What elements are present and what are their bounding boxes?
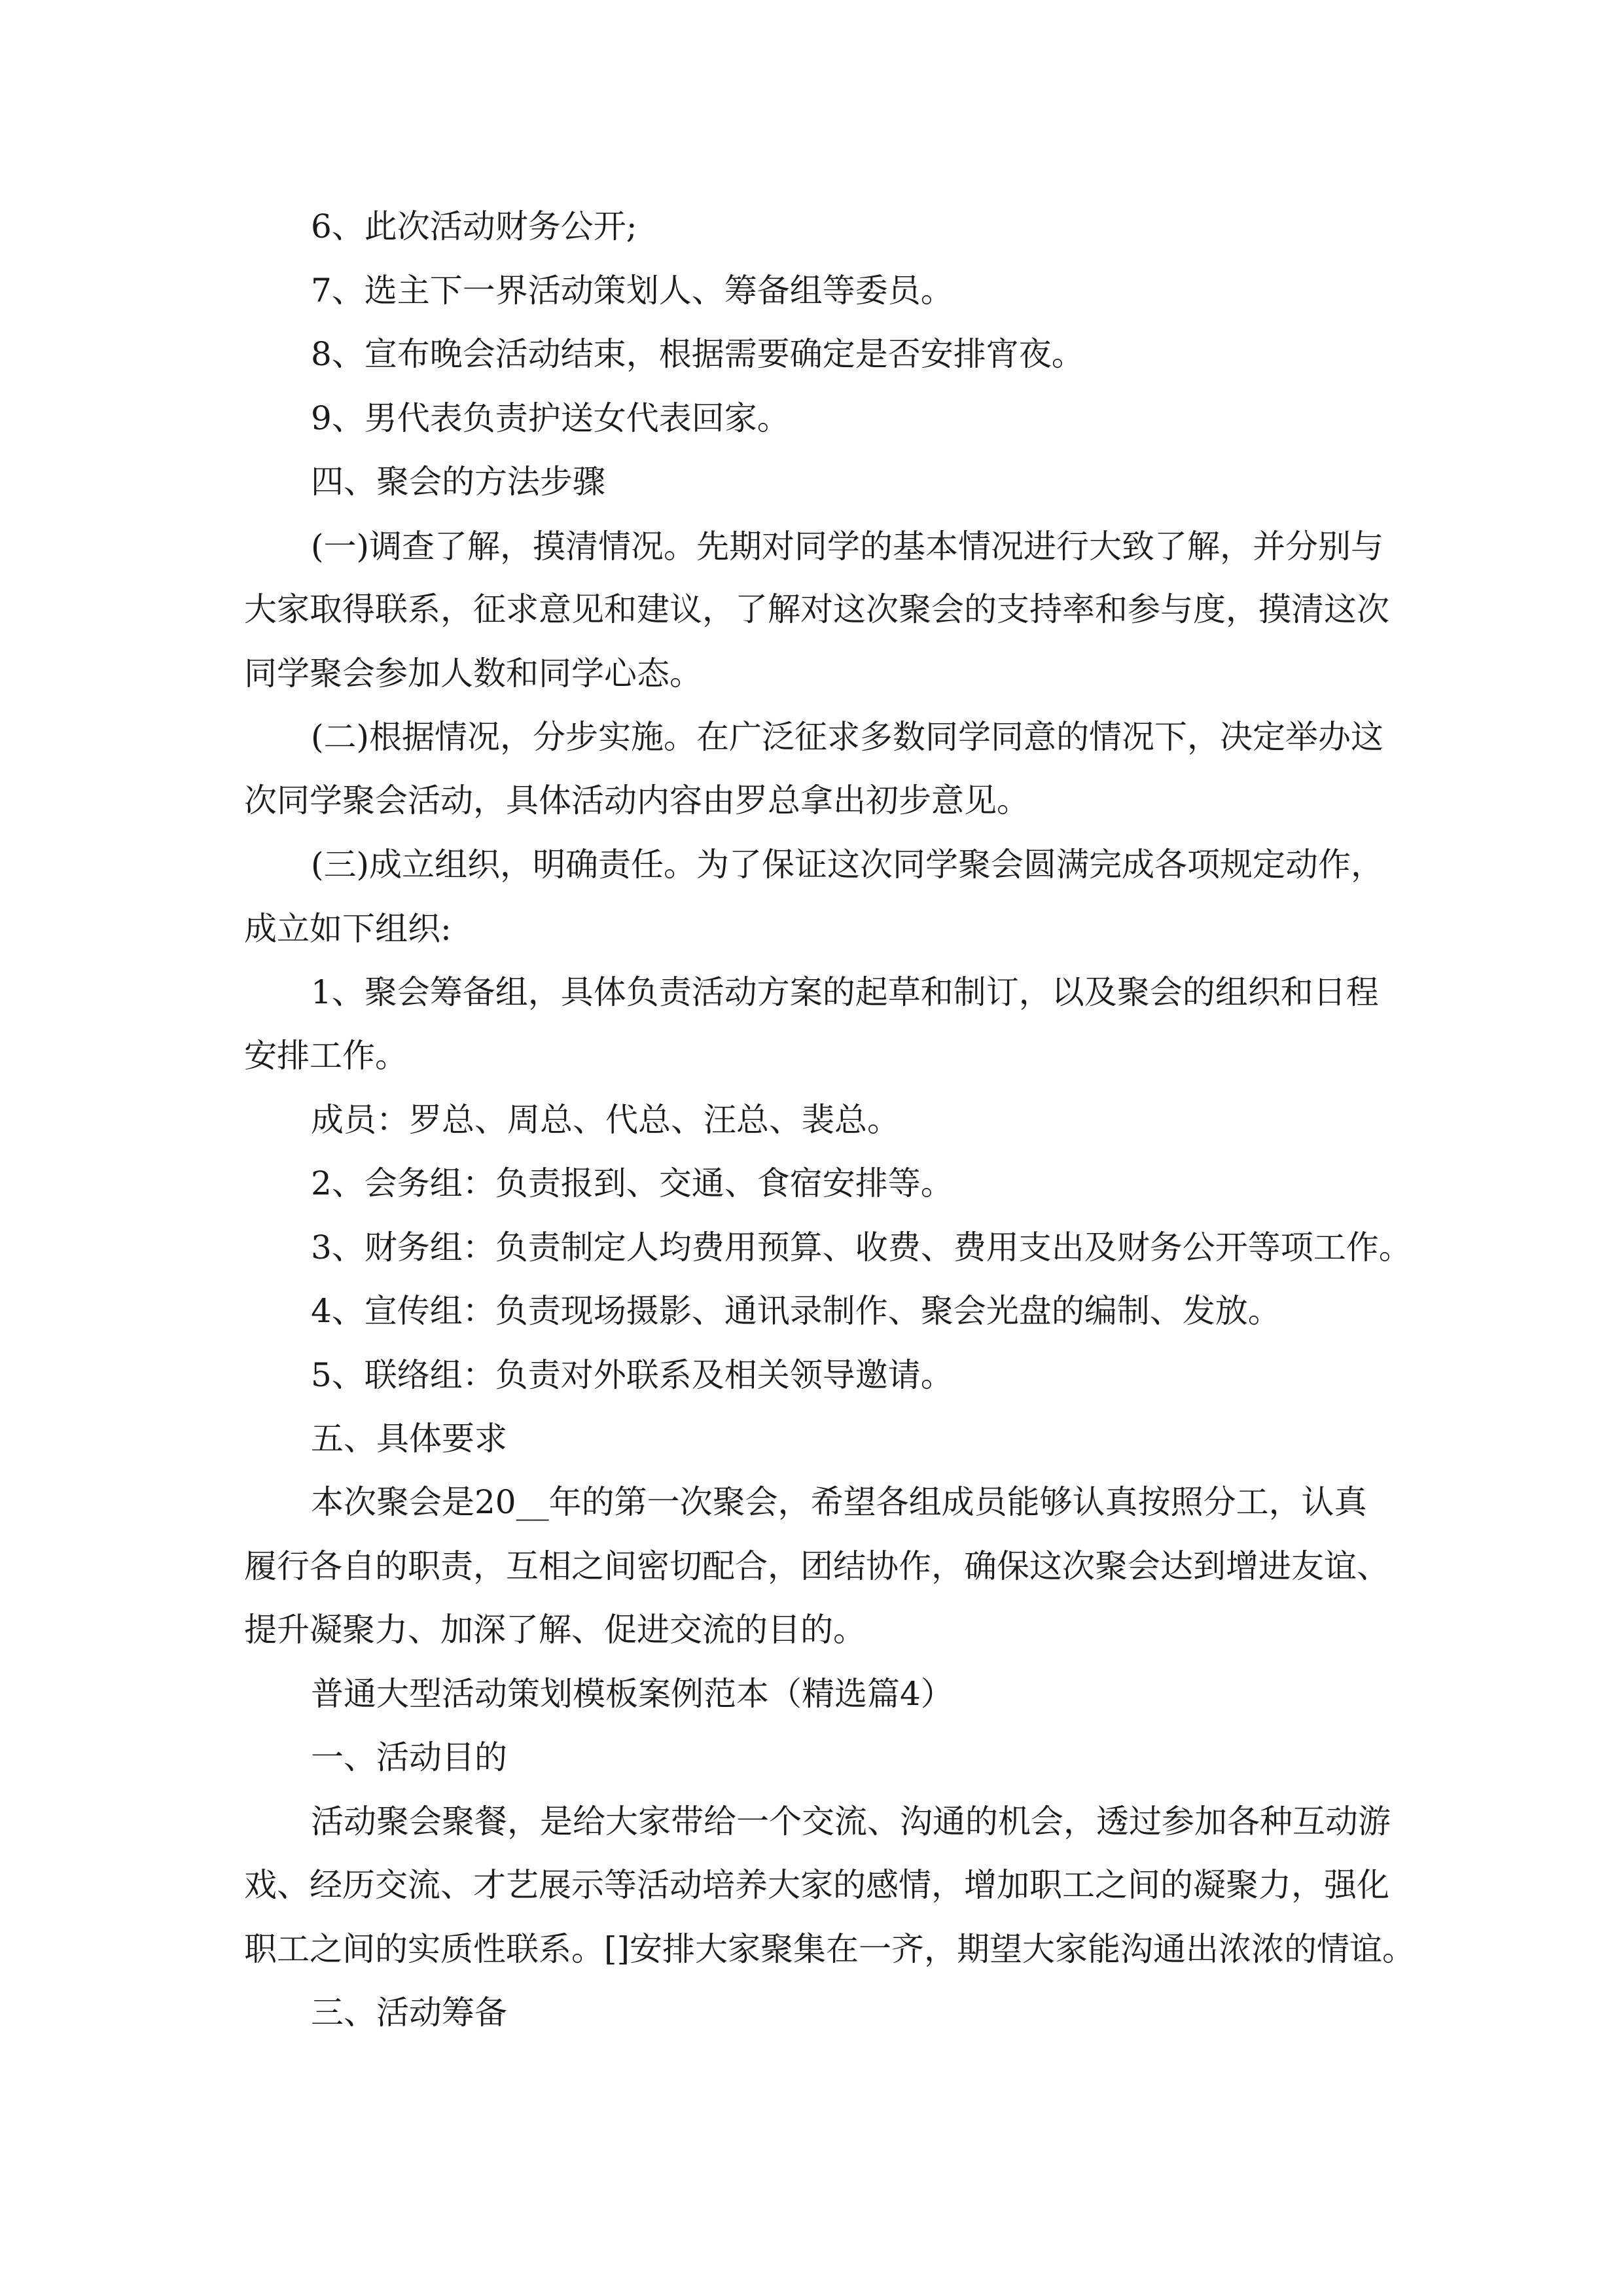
article-title: 普通大型活动策划模板案例范本（精选篇4）	[311, 1675, 954, 1713]
paragraph-line: 戏、经历交流、才艺展示等活动培养大家的感情，增加职工之间的凝聚力，强化	[244, 1866, 1389, 1904]
paragraph-line: (三)成立组织，明确责任。为了保证这次同学聚会圆满完成各项规定动作，	[311, 846, 1384, 884]
list-item: 5、联络组：负责对外联系及相关领导邀请。	[311, 1356, 954, 1394]
paragraph-line: (二)根据情况，分步实施。在广泛征求多数同学同意的情况下，决定举办这	[311, 718, 1384, 756]
paragraph-line: 大家取得联系，征求意见和建议，了解对这次聚会的支持率和参与度，摸清这次	[244, 590, 1389, 628]
paragraph-line: 履行各自的职责，互相之间密切配合，团结协作，确保这次聚会达到增进友谊、	[244, 1547, 1389, 1585]
paragraph-line: 职工之间的实质性联系。[]安排大家聚集在一齐，期望大家能沟通出浓浓的情谊。	[244, 1930, 1416, 1968]
paragraph-line: 本次聚会是20__年的第一次聚会，希望各组成员能够认真按照分工，认真	[311, 1483, 1367, 1521]
list-item-6: 6、此次活动财务公开;	[311, 207, 637, 245]
paragraph-line: 次同学聚会活动，具体活动内容由罗总拿出初步意见。	[244, 781, 1029, 819]
list-item: 3、财务组：负责制定人均费用预算、收费、费用支出及财务公开等项工作。	[311, 1229, 1412, 1266]
list-item: 2、会务组：负责报到、交通、食宿安排等。	[311, 1164, 954, 1202]
paragraph-line: 提升凝聚力、加深了解、促进交流的目的。	[244, 1611, 866, 1649]
paragraph-line: 安排工作。	[244, 1037, 408, 1075]
section-heading-5: 五、具体要求	[311, 1420, 507, 1458]
section-heading-1: 一、活动目的	[311, 1738, 507, 1776]
list-item-8: 8、宣布晚会活动结束，根据需要确定是否安排宵夜。	[311, 335, 1084, 373]
list-item-7: 7、选主下一界活动策划人、筹备组等委员。	[311, 272, 954, 310]
list-item: 4、宣传组：负责现场摄影、通讯录制作、聚会光盘的编制、发放。	[311, 1292, 1281, 1330]
paragraph-line: 成立如下组织:	[244, 910, 452, 948]
section-heading-3: 三、活动筹备	[311, 1994, 507, 2032]
paragraph-line: 1、聚会筹备组，具体负责活动方案的起草和制订，以及聚会的组织和日程	[311, 973, 1379, 1011]
paragraph-line: 活动聚会聚餐，是给大家带给一个交流、沟通的机会，透过参加各种互动游	[311, 1803, 1391, 1840]
paragraph-line: (一)调查了解，摸清情况。先期对同学的基本情况进行大致了解，并分别与	[311, 528, 1384, 565]
section-heading-4: 四、聚会的方法步骤	[311, 463, 605, 501]
paragraph-line: 同学聚会参加人数和同学心态。	[244, 655, 702, 692]
paragraph-line: 成员：罗总、周总、代总、汪总、裴总。	[311, 1101, 900, 1139]
list-item-9: 9、男代表负责护送女代表回家。	[311, 399, 790, 437]
